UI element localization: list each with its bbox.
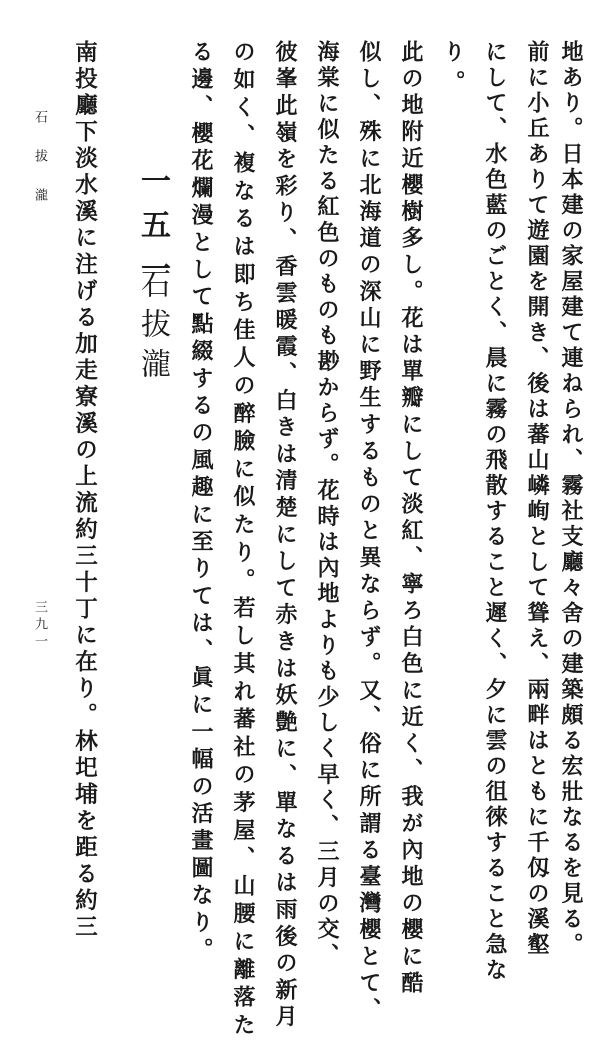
- body-text-column-4: り。: [440, 40, 466, 100]
- running-title: 石拔瀧: [32, 110, 47, 227]
- body-text-column-6: 似し、殊に北海道の深山に野生するものと異ならず。又、俗に所謂る臺灣櫻とて、: [356, 40, 382, 1025]
- section-text: 南投廳下淡水溪に注げる加走寮溪の上流約三十丁に在り。林圯埔を距る約三: [71, 40, 98, 941]
- page-number: 三九一: [32, 600, 47, 651]
- body-text-column-3: にして、水色藍のごとく、晨に霧の飛散すること遲く、夕に雲の徂徠すること急な: [482, 40, 508, 984]
- body-text-column-1: 地あり。日本建の家屋建て連ねられ、霧社支廳々舍の建築頗る宏壯なるを見る。: [558, 40, 584, 958]
- body-text-column-8: 彼峯此嶺を彩り、香雲暖霞、白きは清楚にして赤きは妖艶に、單なるは雨後の新月: [272, 40, 298, 1032]
- body-text-column-2: 前に小丘ありて遊園を開き、後は蕃山嶙峋として聳え、兩畔はともに千仭の溪壑: [524, 40, 550, 958]
- section-number: 一五一: [135, 165, 170, 297]
- body-text-column-5: 此の地附近櫻樹多し。花は單瓣にして淡紅、寧ろ白色に近く、我が內地の櫻に酷: [398, 40, 424, 998]
- section-title: 石拔瀧: [135, 268, 170, 388]
- body-text-column-7: 海棠に似たる紅色のものも尠からず。花時は內地よりも少しく早く、三月の交、: [314, 40, 340, 969]
- body-text-column-9: の如く、複なるは即ち佳人の醉臉に似たり。若し其れ蕃社の茅屋、山腰に離落た: [230, 40, 256, 1041]
- body-text-column-last: る邊、櫻花爛漫として點綴するの風趣に至りては、眞に一幅の活畫圖なり。: [188, 40, 214, 965]
